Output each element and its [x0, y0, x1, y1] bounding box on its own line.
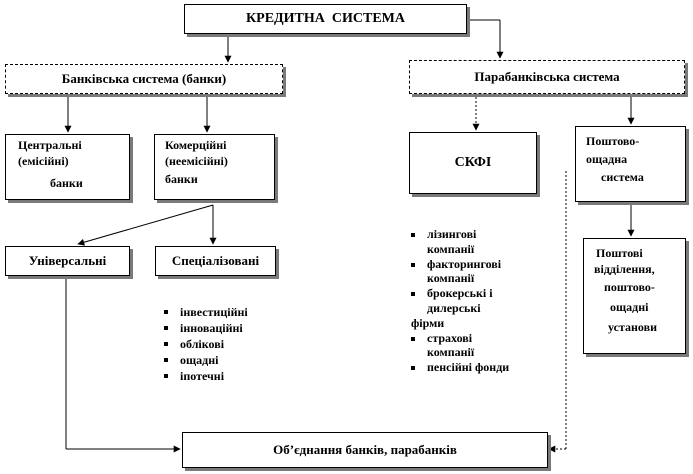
skfi-list-item: брокерські і	[411, 286, 509, 301]
skfi-list-item: пенсійні фонди	[411, 360, 509, 375]
skfi-list-item: страхові	[411, 331, 509, 346]
skfi-list-item: факторингові	[411, 257, 509, 272]
commercial-line-1: Комерційні	[165, 138, 227, 152]
offices-line-1: Поштові	[596, 246, 643, 260]
arrow-to-universal	[78, 205, 213, 244]
offices-line-5: установи	[608, 320, 658, 334]
specialized-type-item: іпотечні	[164, 368, 248, 384]
skfi-list-item: лізингові	[411, 227, 509, 242]
specialized-type-item: інноваційні	[164, 320, 248, 336]
skfi-list-item: дилерські	[427, 300, 481, 315]
skfi-list-item: компанії	[427, 241, 475, 256]
postal-line-2: ощадна	[586, 152, 628, 166]
postal-offices-box	[583, 238, 686, 354]
central-line-3: банки	[50, 176, 83, 190]
specialized-type-item: облікові	[164, 336, 248, 352]
skfi-list-item: фірми	[411, 315, 445, 330]
offices-line-2: відділення,	[594, 262, 655, 276]
commercial-line-2: (неемісійні)	[165, 154, 228, 168]
credit-system-title: КРЕДИТНА СИСТЕМА	[184, 4, 467, 34]
skfi-list-item: компанії	[427, 271, 475, 286]
postal-line-3: система	[601, 170, 644, 184]
specialized-type-item: ощадні	[164, 352, 248, 368]
specialized-banks-box: Спеціалізовані	[155, 246, 276, 276]
central-line-2: (емісійні)	[18, 154, 69, 168]
central-banks-box	[5, 134, 130, 200]
skfi-list-item: компанії	[427, 345, 475, 360]
commercial-line-3: банки	[165, 172, 198, 186]
specialized-types-list	[164, 304, 248, 384]
merger-box: Об’єднання банків, парабанків	[182, 432, 548, 468]
parabanking-system-box: Парабанківська система	[409, 60, 685, 94]
postal-savings-box	[575, 126, 686, 202]
offices-line-3: поштово-	[604, 280, 655, 294]
specialized-type-item: інвестиційні	[164, 304, 248, 320]
skfi-box: СКФІ	[409, 132, 537, 194]
commercial-banks-box	[154, 134, 275, 200]
postal-line-1: Поштово-	[586, 134, 640, 148]
central-line-1: Центральні	[18, 138, 82, 152]
skfi-institutions-list	[411, 227, 509, 375]
universal-banks-box: Універсальні	[5, 246, 130, 276]
offices-line-4: ощадні	[610, 300, 649, 314]
banking-system-box: Банківська система (банки)	[5, 64, 283, 94]
